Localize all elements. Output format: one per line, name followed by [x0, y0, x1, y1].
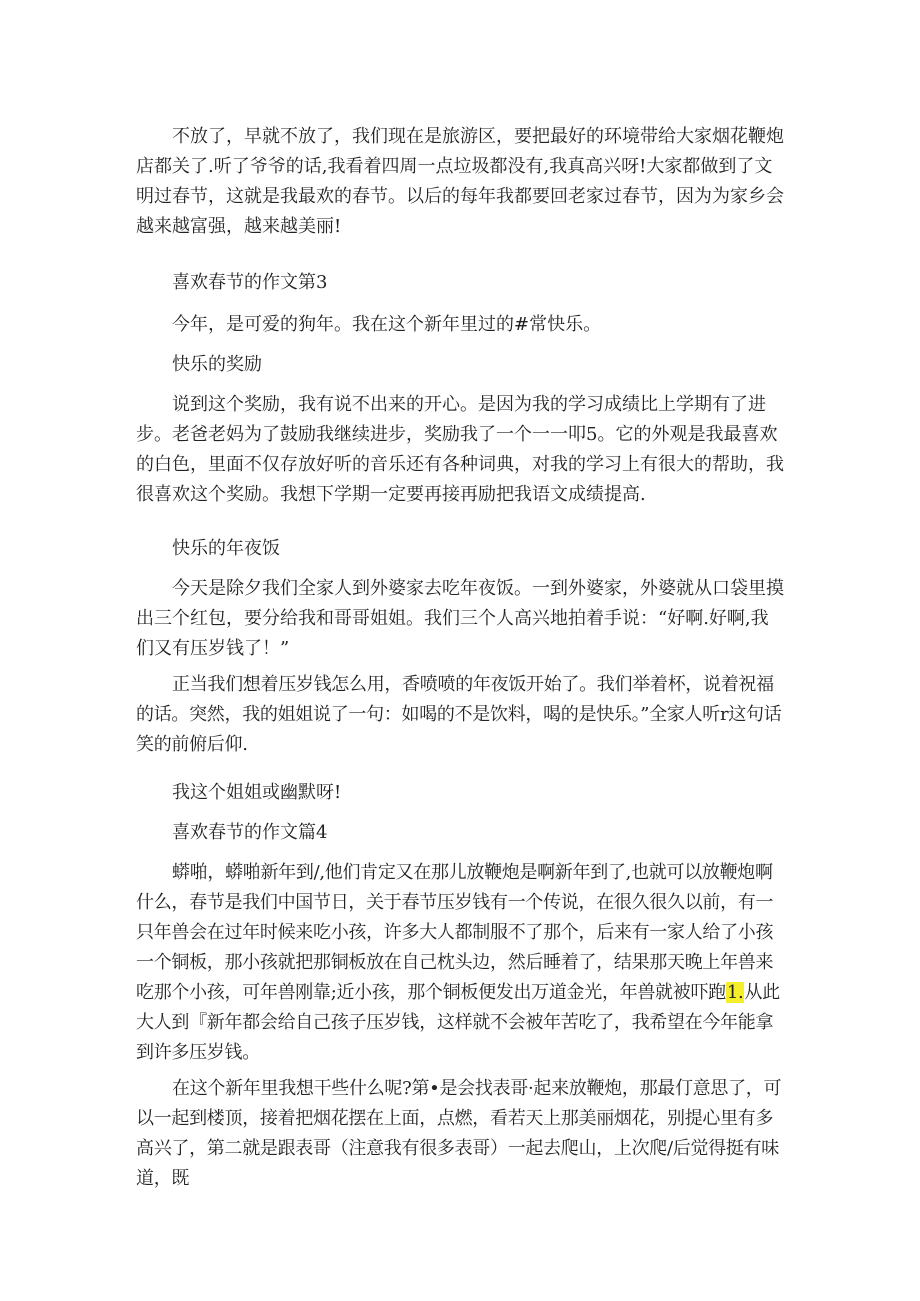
paragraph-text: 今天是除夕我们全家人到外婆家去吃年夜饭。一到外婆家，外婆就从口袋里摸出三个红包，要分给我和哥哥姐姐。我们三个人高兴地拍着手说：“好啊.好啊,我们又有压岁钱了！”	[136, 578, 784, 659]
section-heading-4: 喜欢春节的作文篇4	[172, 822, 328, 843]
subheading-reward: 快乐的奖励	[172, 354, 262, 375]
paragraph-text: 在这个新年里我想干些什么呢?第•是会找表哥·起来放鞭炮，那最仃意思了，可以一起到楼顶，接着把烟花摆在上面，点燃，看若天上那美丽烟花，别提心里有多高兴了，第二就是跟表哥（注意我有很多表哥）一起去爬山，上次爬/后觉得挺有味道，既	[136, 1078, 782, 1189]
paragraph-fireworks	[136, 122, 786, 242]
subheading-dinner: 快乐的年夜饭	[172, 538, 280, 559]
paragraph-dog-year: 今年，是可爱的狗年。我在这个新年里过的#常快乐。	[172, 314, 602, 335]
section-heading-3: 喜欢春节的作文第3	[172, 272, 328, 293]
highlighted-text: 1.	[726, 982, 744, 1003]
paragraph-text: 正当我们想着压岁钱怎么用，香喷喷的年夜饭开始了。我们举着杯，说着祝福的话。突然，我的姐姐说了一句：如喝的不是饮料，喝的是快乐。”全家人听r这句话笑的前俯后仰.	[136, 674, 782, 755]
legend-text-before: 蟒啪，蟒啪新年到/,他们肯定又在那儿放鞭炮是啊新年到了,也就可以放鞭炮啊什么，春节是我们中国节日，关于春节压岁钱有一个传说，在很久很久以前，有一只年兽会在过年时候来吃小孩，许多大人都制服不了那个，后来有一家人给了小孩一个铜板，那小孩就把那铜板放在自己枕头边，然后睡着了，结果那天晚上年兽来吃那个小孩，可年兽刚靠;近小孩，那个铜板便发出万道金光，年兽就被吓跑	[136, 862, 774, 1003]
paragraph-text: 说到这个奖励，我有说不出来的开心。是因为我的学习成绩比上学期有了进步。老爸老妈为了鼓励我继续进步，奖励我了一个一一叩5。它的外观是我最喜欢的白色，里面不仅存放好听的音乐还有各种词典，对我的学习上有很大的帮助，我很喜欢这个奖励。我想下学期一定要再接再励把我语文成绩提高.	[136, 394, 784, 505]
paragraph-legend	[136, 858, 786, 1068]
paragraph-text	[136, 858, 786, 1068]
paragraph-sister: 我这个姐姐或幽默呀!	[172, 782, 342, 803]
paragraph-text: 不放了，早就不放了，我们现在是旅游区，要把最好的环境带给大家烟花鞭炮店都关了.听了爷爷的话,我看着四周一点垃圾都没有,我真高兴呀!大家都做到了文明过春节，这就是我最欢的春节。以后的每年我都要回老家过春节，因为为家乡会越来越富强，越来越美丽!	[136, 126, 784, 237]
paragraph-new-year-plans	[136, 1074, 786, 1194]
legend-text-after: 从此大人到『新年都会给自己孩子压岁钱，这样就不会被年苦吃了，我希望在今年能拿到许多压岁钱。	[136, 982, 780, 1063]
paragraph-reward	[136, 390, 786, 510]
paragraph-dinner	[136, 574, 786, 664]
paragraph-toast	[136, 670, 786, 760]
